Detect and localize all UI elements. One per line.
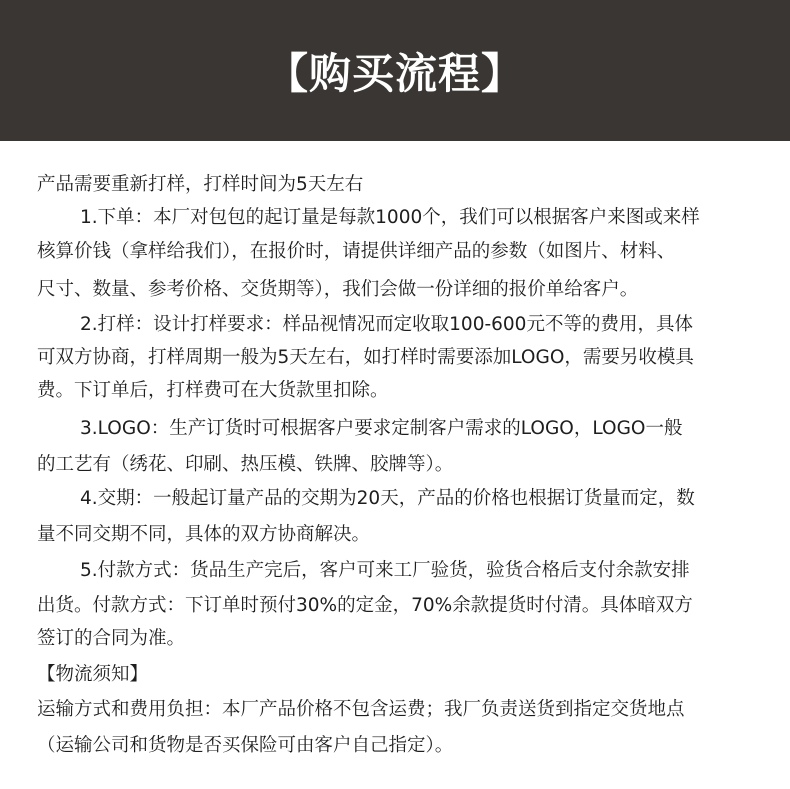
order-line-1: 1.下单：本厂对包包的起订量是每款1000个，我们可以根据客户来图或来样: [80, 207, 700, 228]
intro-line: 产品需要重新打样，打样时间为5天左右: [37, 174, 364, 195]
delivery-line-1: 4.交期：一般起订量产品的交期为20天，产品的价格也根据订货量而定，数: [80, 488, 695, 509]
delivery-line-2: 量不同交期不同，具体的双方协商解决。: [37, 524, 371, 545]
payment-line-2: 出货。付款方式：下订单时预付30%的定金，70%余款提货时付清。具体暗双方: [37, 595, 693, 616]
sample-line-1: 2.打样：设计打样要求：样品视情况而定收取100-600元不等的费用，具体: [80, 314, 693, 335]
order-line-3: 尺寸、数量、参考价格、交货期等），我们会做一份详细的报价单给客户。: [37, 279, 639, 300]
header-banner: [0, 0, 790, 141]
payment-line-3: 签订的合同为准。: [37, 628, 186, 649]
order-line-2: 核算价钱（拿样给我们），在报价时，请提供详细产品的参数（如图片、材料、: [37, 241, 676, 262]
logistics-line-2: （运输公司和货物是否买保险可由客户自己指定）。: [37, 735, 454, 756]
logo-line-2: 的工艺有（绣花、印刷、热压模、铁牌、胶牌等）。: [37, 454, 454, 475]
sample-line-3: 费。下订单后，打样费可在大货款里扣除。: [37, 380, 389, 401]
page-title: 【购买流程】: [265, 48, 524, 98]
logistics-line-1: 运输方式和费用负担：本厂产品价格不包含运费；我厂负责送货到指定交货地点: [37, 699, 685, 720]
logo-line-1: 3.LOGO：生产订货时可根据客户要求定制客户需求的LOGO，LOGO一般: [80, 418, 683, 439]
payment-line-1: 5.付款方式：货品生产完后，客户可来工厂验货，验货合格后支付余款安排: [80, 560, 690, 581]
logistics-heading: 【物流须知】: [37, 664, 149, 685]
sample-line-2: 可双方协商，打样周期一般为5天左右，如打样时需要添加LOGO，需要另收模具: [37, 347, 694, 368]
